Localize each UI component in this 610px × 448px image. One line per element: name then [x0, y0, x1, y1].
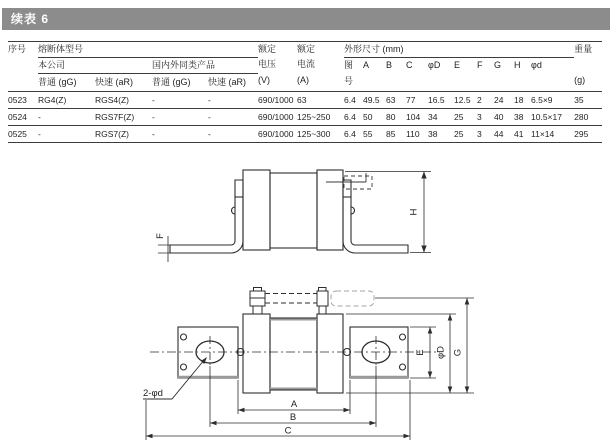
holes-note-label: 2-φd [143, 388, 163, 399]
cell: 77 [406, 95, 416, 105]
fuse-body-front [270, 318, 317, 390]
cell: 125~300 [297, 129, 331, 139]
cell: 6.4 [344, 95, 356, 105]
end-cap-left [243, 170, 270, 250]
col-voltage: 额定 电压 (V) [258, 44, 277, 85]
front-view-drawing [143, 288, 474, 441]
screw-hole [400, 364, 406, 370]
col-dim-e: E [454, 60, 461, 70]
col-dim-f: F [477, 60, 483, 70]
cell: 12.5 [454, 95, 471, 105]
cell: 10.5×17 [531, 112, 562, 122]
col-domestic-fast: 快速 (aR) [208, 77, 246, 87]
col-dim-h: H [514, 60, 521, 70]
cell: 104 [406, 112, 421, 122]
dim-label-c: C [284, 425, 292, 437]
cell: 24 [494, 95, 504, 105]
cell: 6.4 [344, 112, 356, 122]
side-view-drawing [155, 170, 431, 262]
cell: - [38, 129, 41, 139]
cell: 63 [297, 95, 307, 105]
col-domestic-normal: 普通 (gG) [152, 77, 191, 87]
cell: 50 [363, 112, 373, 122]
cell: - [208, 112, 211, 122]
cell: 125~250 [297, 112, 331, 122]
col-dims-group: 外形尺寸 (mm) [344, 42, 574, 58]
col-weight: 重量 (g) [574, 44, 593, 85]
table-row [8, 92, 602, 109]
header-row-1 [8, 42, 602, 58]
cell: RG4(Z) [38, 95, 67, 105]
col-dim-c: C [406, 60, 413, 70]
striker-indicator-front [250, 288, 374, 315]
col-model-group: 熔断体型号 [38, 42, 258, 58]
cell: 11×14 [531, 129, 555, 139]
cell: 44 [494, 129, 504, 139]
cell: 690/1000 [258, 112, 294, 122]
cell: 295 [574, 129, 589, 139]
cell: 3 [477, 129, 482, 139]
col-current: 额定 电流 (A) [297, 44, 316, 85]
col-dim-a: A [363, 60, 370, 70]
cell: 6.4 [344, 129, 356, 139]
col-domestic: 国内外同类产品 [152, 58, 258, 74]
col-dim-phidd: φd [531, 60, 542, 70]
screw-hole [181, 364, 187, 370]
cell: 38 [428, 129, 438, 139]
body-edge-shadow [270, 320, 317, 389]
cell: RGS4(Z) [95, 95, 129, 105]
table-row [8, 126, 602, 143]
table-header [8, 42, 602, 92]
cell: 63 [386, 95, 396, 105]
cell: 38 [514, 112, 524, 122]
cell: RGS7(Z) [95, 129, 129, 139]
col-figure: 图 号 [344, 60, 354, 86]
col-serial: 序号 [8, 44, 27, 54]
cell: 34 [428, 112, 438, 122]
cell: - [38, 112, 41, 122]
technical-drawings [0, 150, 610, 448]
cell: 25 [454, 129, 464, 139]
col-dim-g: G [494, 60, 502, 70]
cell: 690/1000 [258, 129, 294, 139]
cell: 55 [363, 129, 373, 139]
dim-label-h: H [408, 208, 420, 216]
end-cap-right-front [317, 314, 343, 393]
cell: 0524 [8, 112, 27, 122]
cell: 2 [477, 95, 482, 105]
section-title-bar: 续表 6 [2, 8, 610, 30]
dim-label-f: F [155, 233, 166, 239]
fuse-spec-table [8, 41, 602, 143]
terminal-bracket-left [170, 180, 243, 253]
col-company-normal: 普通 (gG) [38, 77, 77, 87]
cell: 0523 [8, 95, 27, 105]
cell: 110 [406, 129, 420, 139]
cell: 6.5×9 [531, 95, 553, 105]
dim-label-e: E [415, 349, 426, 356]
cell: 40 [494, 112, 504, 122]
cell: 80 [386, 112, 396, 122]
cell: - [152, 95, 155, 105]
dim-label-g: G [452, 348, 464, 357]
cell: 16.5 [428, 95, 445, 105]
col-dim-phid: φD [428, 60, 441, 70]
cell: 25 [454, 112, 464, 122]
cell: 0525 [8, 129, 27, 139]
cell: 690/1000 [258, 95, 294, 105]
terminal-bracket-right [343, 180, 408, 253]
cell: 85 [386, 129, 396, 139]
cell: 35 [574, 95, 584, 105]
cell: - [152, 129, 155, 139]
cell: 49.5 [363, 95, 380, 105]
cell: 280 [574, 112, 589, 122]
cell: - [208, 95, 211, 105]
table-row [8, 109, 602, 126]
col-company: 本公司 [38, 58, 152, 74]
end-cap-left-front [243, 314, 270, 393]
mounting-tab-right [350, 327, 408, 378]
cell: 18 [514, 95, 524, 105]
cell: - [208, 129, 211, 139]
mounting-tab-left [178, 327, 238, 378]
dim-label-a: A [290, 399, 298, 410]
striker-indicator-side [326, 173, 372, 189]
cell: - [152, 112, 155, 122]
screw-hole [400, 334, 406, 340]
dim-label-b: B [289, 412, 297, 423]
cell: 41 [514, 129, 524, 139]
fuse-body [270, 173, 317, 248]
col-company-fast: 快速 (aR) [95, 77, 133, 87]
screw-hole [181, 334, 187, 340]
cell: 3 [477, 112, 482, 122]
dimension-f [158, 236, 170, 262]
col-dim-b: B [386, 60, 393, 70]
cell: RGS7F(Z) [95, 112, 135, 122]
dim-label-phid: φD [435, 345, 447, 360]
